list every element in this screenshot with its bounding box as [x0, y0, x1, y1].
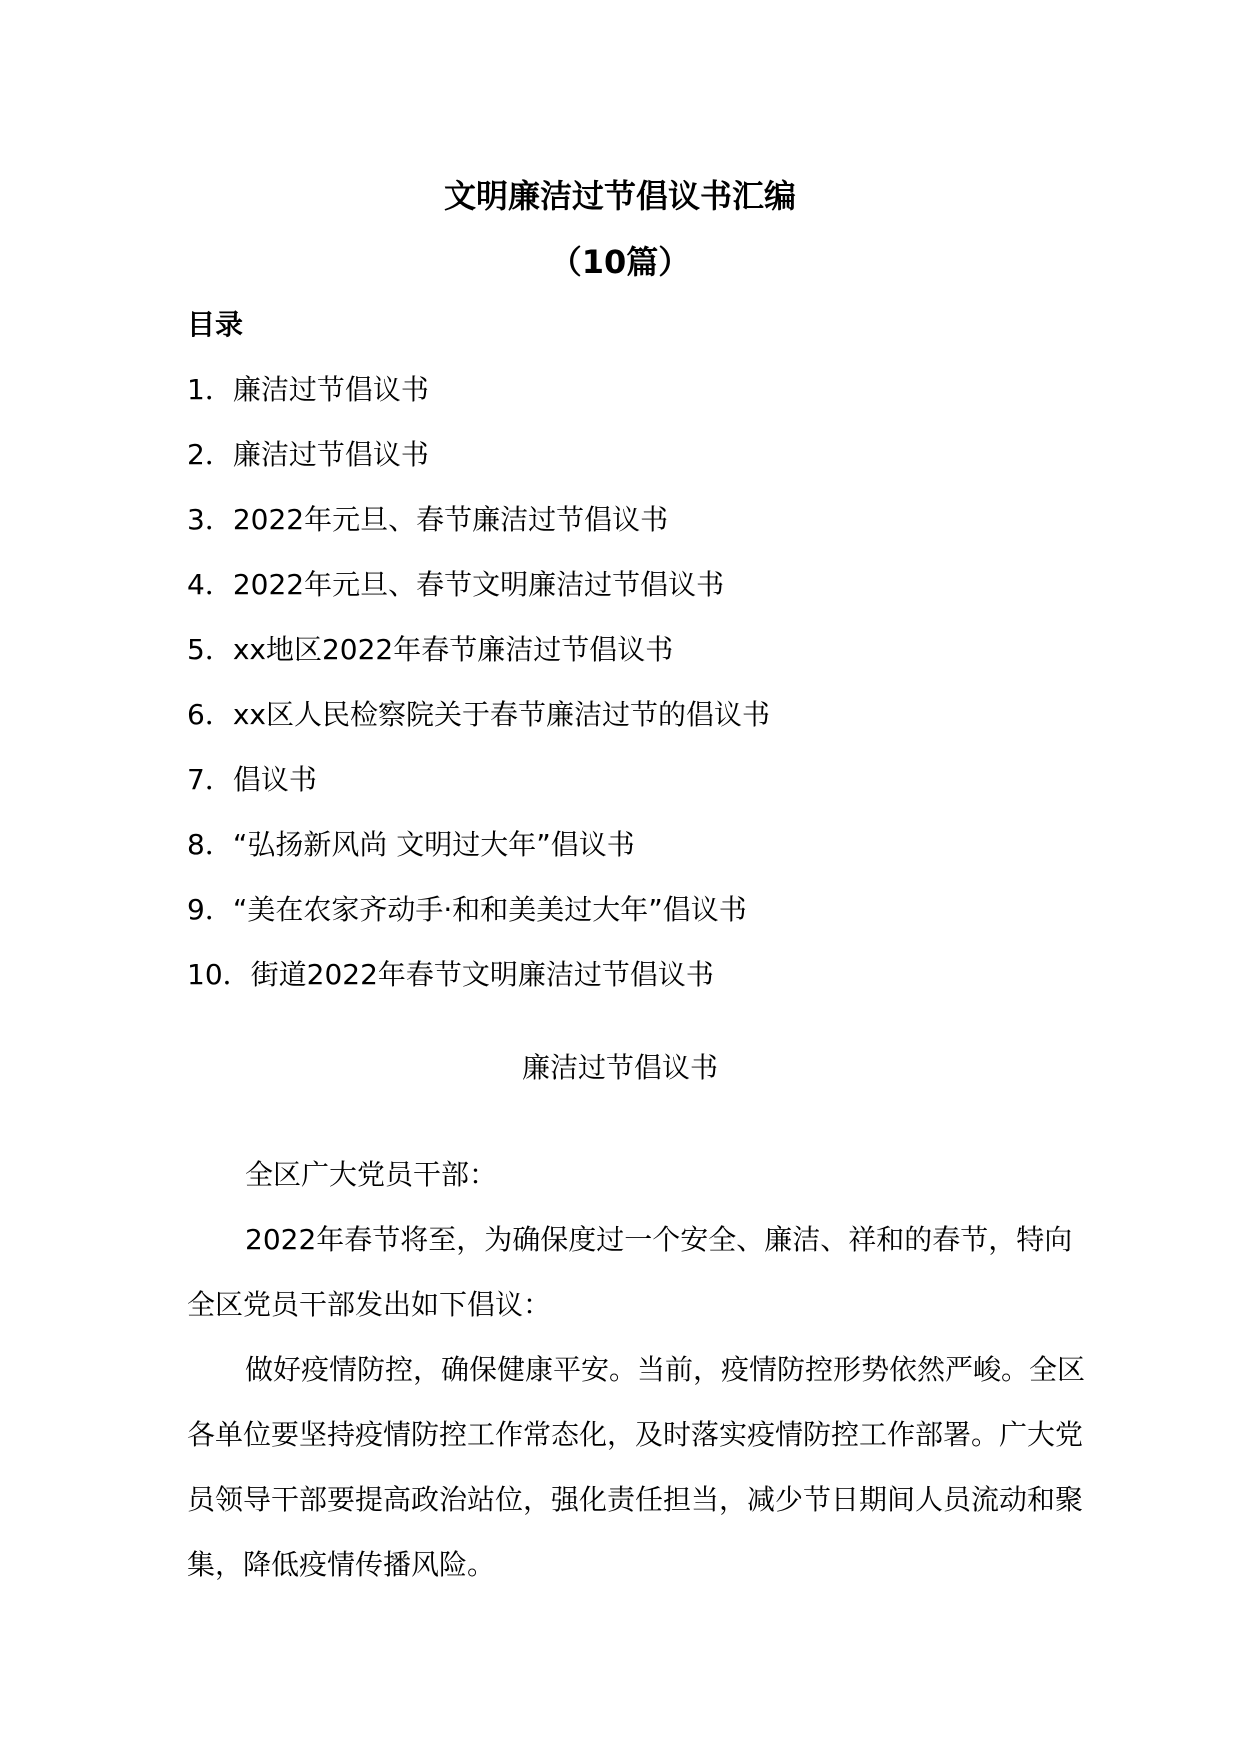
toc-item-9: 9．“美在农家齐动手·和和美美过大年”倡议书	[187, 893, 747, 926]
toc-item-8: 8．“弘扬新风尚 文明过大年”倡议书	[187, 828, 635, 861]
section-body	[187, 1142, 1087, 1597]
toc-item-3: 3．2022年元旦、春节廉洁过节倡议书	[187, 503, 669, 536]
toc-item-6: 6．xx区人民检察院关于春节廉洁过节的倡议书	[187, 698, 770, 731]
document-subtitle: （10篇）	[549, 243, 691, 281]
toc-item-10: 10．街道2022年春节文明廉洁过节倡议书	[187, 958, 714, 991]
toc-item-2: 2．廉洁过节倡议书	[187, 438, 429, 471]
toc-heading: 目录	[187, 308, 244, 341]
salutation: 全区广大党员干部：	[245, 1158, 498, 1191]
paragraph-2: 做好疫情防控，确保健康平安。当前，疫情防控形势依然严峻。全区各单位要坚持疫情防控工作常态化，及时落实疫情防控工作部署。广大党员领导干部要提高政治站位，强化责任担当，减少节日期间人员流动和聚集，降低疫情传播风险。	[187, 1353, 1086, 1581]
toc-item-7: 7．倡议书	[187, 763, 317, 796]
document-title: 文明廉洁过节倡议书汇编	[443, 177, 796, 215]
section-title: 廉洁过节倡议书	[521, 1051, 718, 1084]
paragraph-1: 2022年春节将至，为确保度过一个安全、廉洁、祥和的春节，特向全区党员干部发出如下倡议：	[187, 1223, 1073, 1321]
toc-item-5: 5．xx地区2022年春节廉洁过节倡议书	[187, 633, 674, 666]
toc-item-1: 1．廉洁过节倡议书	[187, 373, 429, 406]
toc-list	[187, 370, 770, 1020]
toc-item-4: 4．2022年元旦、春节文明廉洁过节倡议书	[187, 568, 725, 601]
